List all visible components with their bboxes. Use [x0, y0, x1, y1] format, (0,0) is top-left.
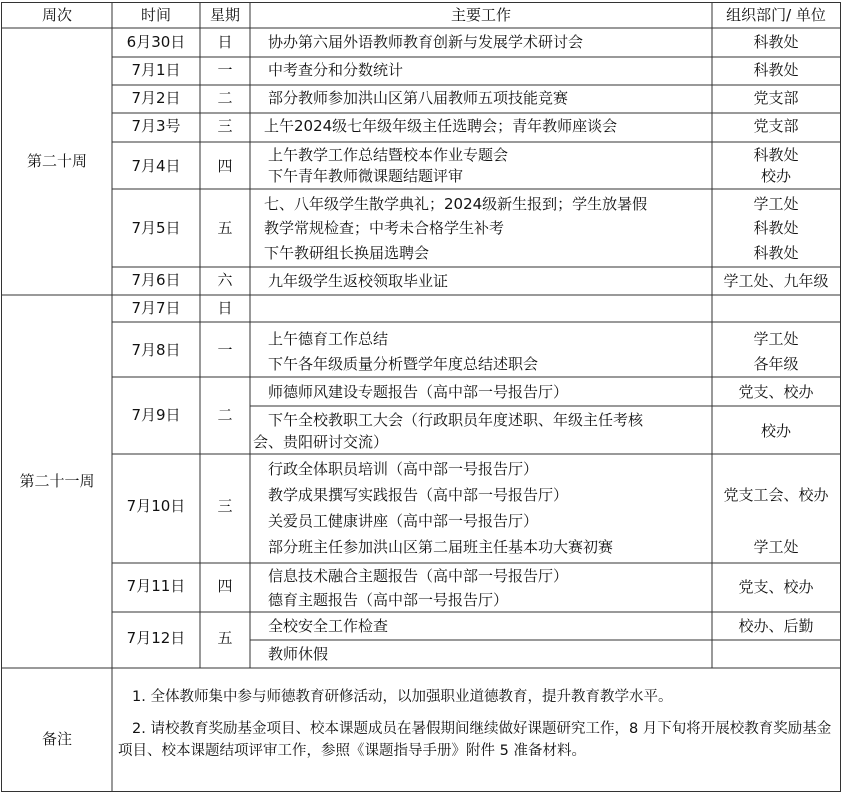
row-dept: 党支部 [753, 117, 799, 135]
row-dept: 党支、校办 [738, 578, 814, 596]
row-work: 全校安全工作检查 [268, 617, 389, 635]
row-dept: 科教处 [753, 61, 799, 79]
row-dept: 科教处 [753, 219, 799, 237]
row-work: 教师休假 [268, 645, 329, 663]
row-work: 上午教学工作总结暨校本作业专题会 [268, 146, 509, 164]
row-dept: 党支部 [753, 89, 799, 107]
row-dept: 党支工会、校办 [723, 486, 829, 504]
row-work: 上午德育工作总结 [268, 330, 389, 348]
row-work: 德育主题报告（高中部一号报告厅） [268, 591, 509, 609]
row-work: 中考查分和分数统计 [268, 61, 404, 79]
row-dept: 学工处 [753, 538, 799, 556]
row-weekday: 五 [217, 219, 233, 237]
row-dept: 学工处、九年级 [723, 272, 829, 290]
row-dept: 科教处 [753, 33, 799, 51]
row-weekday: 四 [217, 157, 233, 175]
row-dept: 学工处 [753, 330, 799, 348]
row-weekday: 一 [217, 341, 233, 359]
row-weekday: 二 [217, 89, 233, 107]
row-date: 7月9日 [131, 406, 181, 424]
row-work: 下午全校教职工大会（行政职员年度述职、年级主任考核 [268, 411, 644, 429]
row-work: 部分班主任参加洪山区第二届班主任基本功大赛初赛 [268, 538, 614, 556]
row-dept: 校办 [760, 167, 791, 185]
row-weekday: 四 [217, 577, 233, 595]
header-dept: 组织部门/ 单位 [726, 6, 826, 24]
row-work: 九年级学生返校领取毕业证 [268, 272, 449, 290]
row-date: 7月6日 [131, 271, 181, 289]
row-work: 协办第六届外语教师教育创新与发展学术研讨会 [268, 33, 584, 51]
row-date: 6月30日 [126, 33, 186, 51]
row-weekday: 日 [217, 299, 233, 317]
week-label-20: 第二十周 [26, 152, 87, 170]
row-dept: 校办、后勤 [738, 617, 814, 635]
remarks-label: 备注 [41, 730, 72, 748]
row-weekday: 一 [217, 61, 233, 79]
row-dept: 各年级 [753, 355, 799, 373]
row-work: 师德师风建设专题报告（高中部一号报告厅） [268, 383, 569, 401]
row-weekday: 五 [217, 629, 233, 647]
row-dept: 学工处 [753, 195, 799, 213]
row-work: 教学常规检查；中考未合格学生补考 [264, 219, 505, 237]
row-work: 关爱员工健康讲座（高中部一号报告厅） [268, 512, 539, 530]
remark-item-1: 1. 全体教师集中参与师德教育研修活动，以加强职业道德教育，提升教育教学水平。 [132, 689, 673, 705]
row-weekday: 日 [217, 33, 233, 51]
row-work: 下午各年级质量分析暨学年度总结述职会 [268, 355, 539, 373]
row-date: 7月11日 [126, 577, 186, 595]
row-date: 7月4日 [131, 157, 181, 175]
row-work: 教学成果撰写实践报告（高中部一号报告厅） [268, 486, 569, 504]
row-weekday: 三 [217, 117, 233, 135]
row-dept: 校办 [760, 422, 791, 440]
row-weekday: 三 [217, 497, 233, 515]
row-work: 会、贵阳研讨交流） [253, 433, 389, 451]
row-date: 7月12日 [126, 629, 186, 647]
header-weekday: 星期 [209, 6, 240, 24]
row-work: 下午青年教师微课题结题评审 [268, 167, 464, 185]
row-work: 信息技术融合主题报告（高中部一号报告厅） [268, 567, 569, 585]
row-dept: 科教处 [753, 146, 799, 164]
row-work: 下午教研组长换届选聘会 [264, 244, 430, 262]
row-date: 7月1日 [131, 61, 181, 79]
row-weekday: 二 [217, 406, 233, 424]
row-date: 7月3号 [131, 117, 181, 135]
row-date: 7月7日 [131, 299, 181, 317]
row-date: 7月8日 [131, 341, 181, 359]
header-date: 时间 [140, 6, 171, 24]
header-work: 主要工作 [450, 6, 511, 24]
remark-item-2: 2. 请校教育奖励基金项目、校本课题成员在暑假期间继续做好课题研究工作，8 月下旬将开展校教育奖励基金项目、校本课题结项评审工作，参照《课题指导手册》附件 5 准备材料。 [118, 721, 832, 759]
row-dept: 科教处 [753, 244, 799, 262]
row-work: 上午2024级七年级年级主任选聘会；青年教师座谈会 [264, 117, 618, 135]
row-work: 行政全体职员培训（高中部一号报告厅） [268, 460, 539, 478]
row-work: 七、八年级学生散学典礼；2024级新生报到；学生放暑假 [264, 195, 648, 213]
row-date: 7月2日 [131, 89, 181, 107]
row-dept: 党支、校办 [738, 383, 814, 401]
week-label-21: 第二十一周 [19, 472, 95, 490]
row-work: 部分教师参加洪山区第八届教师五项技能竞赛 [268, 89, 569, 107]
row-date: 7月5日 [131, 219, 181, 237]
header-week: 周次 [41, 6, 72, 24]
row-date: 7月10日 [126, 497, 186, 515]
row-weekday: 六 [217, 271, 233, 289]
